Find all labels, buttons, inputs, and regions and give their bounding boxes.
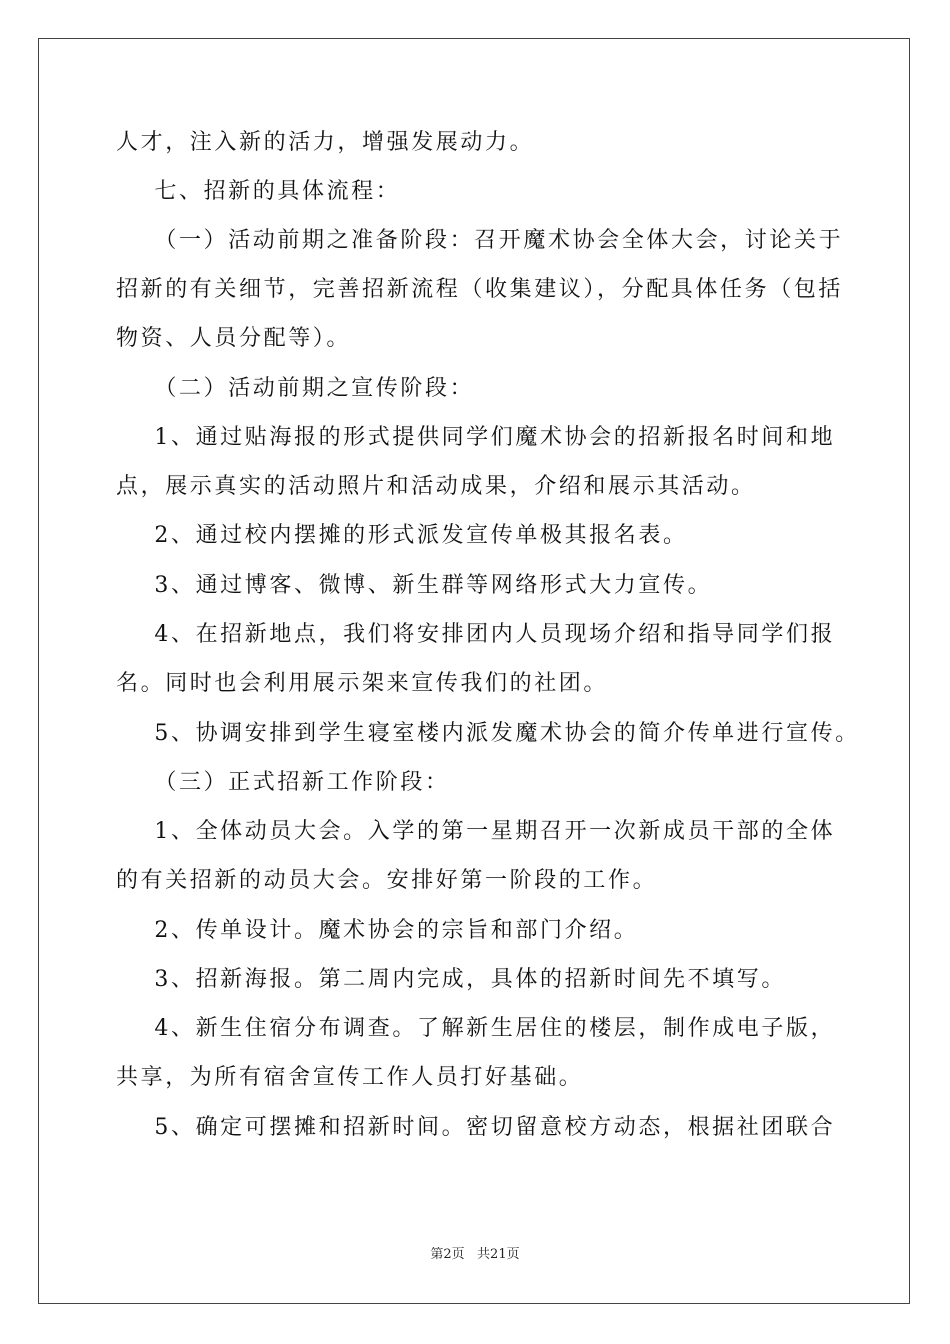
text-line: 4、新生住宿分布调查。了解新生居住的楼层，制作成电子版， [116, 1016, 836, 1041]
text-line: （二）活动前期之宣传阶段： [116, 376, 475, 401]
text-line: 七、招新的具体流程： [116, 179, 401, 204]
text-line: 5、确定可摆摊和招新时间。密切留意校方动态，根据社团联合 [116, 1115, 836, 1140]
text-line: 4、在招新地点，我们将安排团内人员现场介绍和指导同学们报 [116, 622, 836, 647]
text-line: 2、传单设计。魔术协会的宗旨和部门介绍。 [116, 918, 639, 943]
text-line: 3、通过博客、微博、新生群等网络形式大力宣传。 [116, 573, 713, 598]
text-line: 物资、人员分配等）。 [116, 326, 352, 351]
text-line: 招新的有关细节，完善招新流程（收集建议），分配具体任务（包括 [116, 277, 844, 302]
text-line: 名。同时也会利用展示架来宣传我们的社团。 [116, 671, 609, 696]
page-footer: 第2页 共21页 [430, 1247, 520, 1262]
text-line: 1、全体动员大会。入学的第一星期召开一次新成员干部的全体 [116, 819, 836, 844]
text-line: 3、招新海报。第二周内完成，具体的招新时间先不填写。 [116, 967, 786, 992]
text-line: 的有关招新的动员大会。安排好第一阶段的工作。 [116, 868, 658, 893]
text-line: （三）正式招新工作阶段： [116, 770, 450, 795]
text-line: 2、通过校内摆摊的形式派发宣传单极其报名表。 [116, 523, 688, 548]
text-line: 1、通过贴海报的形式提供同学们魔术协会的招新报名时间和地 [116, 425, 836, 450]
text-line: 人才，注入新的活力，增强发展动力。 [116, 130, 535, 155]
text-line: （一）活动前期之准备阶段：召开魔术协会全体大会，讨论关于 [116, 228, 844, 253]
text-line: 5、协调安排到学生寝室楼内派发魔术协会的简介传单进行宣传。 [116, 721, 860, 746]
text-line: 共享，为所有宿舍宣传工作人员打好基础。 [116, 1065, 584, 1090]
text-line: 点，展示真实的活动照片和活动成果，介绍和展示其活动。 [116, 474, 756, 499]
